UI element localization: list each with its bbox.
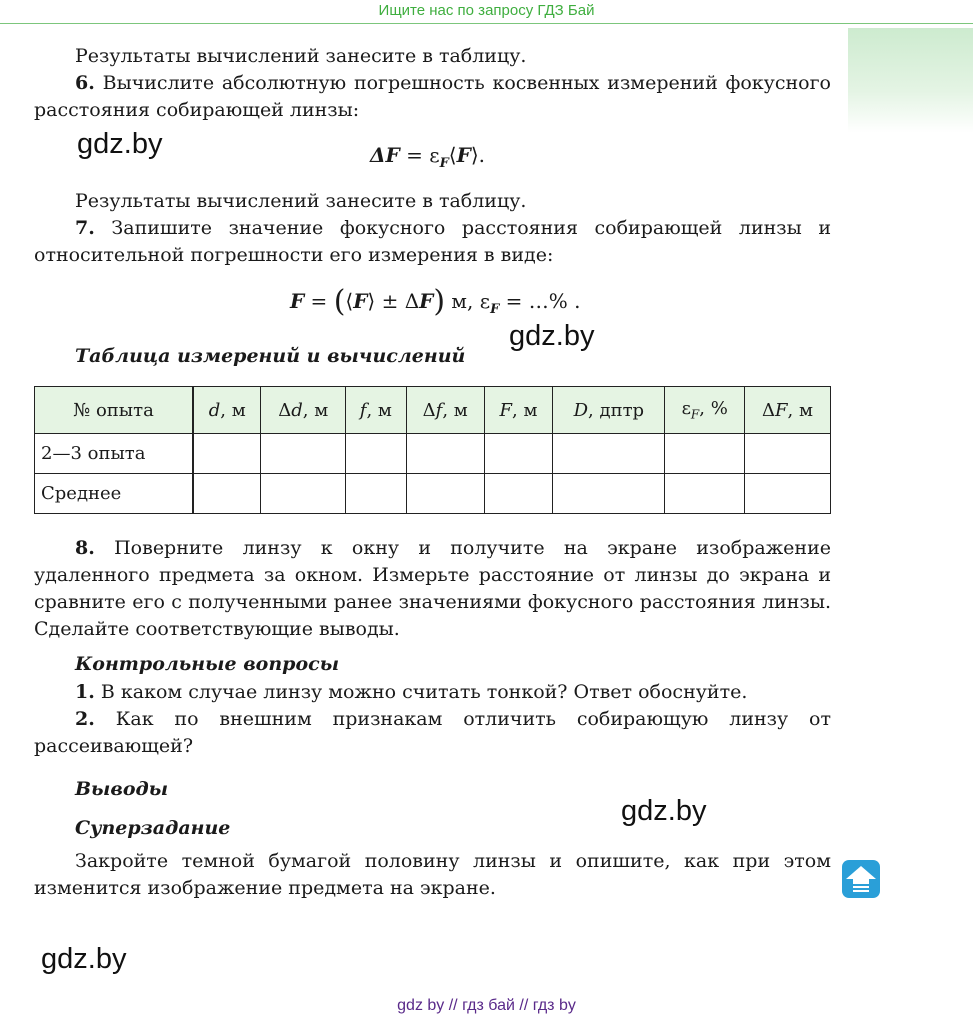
table-cell (665, 474, 745, 514)
table-header-cell: ΔF, м (744, 387, 830, 434)
question-1-text: В каком случае линзу можно считать тонкой? Ответ обоснуйте. (100, 681, 748, 703)
page-side-tab (848, 28, 973, 133)
table-header-cell: d, м (193, 387, 261, 434)
formula-focal-result: F = (⟨F⟩ ± ΔF) м, $\varepsilon_F$ = …% . (290, 284, 581, 319)
table-row-label: 2—3 опыта (35, 434, 194, 474)
step-7-paragraph (34, 215, 831, 269)
table-header-cell: $\varepsilon_F$, % (665, 387, 745, 434)
table-cell (346, 474, 407, 514)
table-cell (193, 474, 261, 514)
table-header-cell: D, дптр (553, 387, 665, 434)
table-cell (665, 434, 745, 474)
table-cell (406, 434, 484, 474)
step-6-text: Вычислите абсолютную погрешность косвенных измерений фокусного расстояния собирающей линзы: (34, 72, 831, 121)
supertask-heading: Суперзадание (75, 817, 231, 839)
question-1 (34, 679, 831, 706)
table-row (35, 474, 831, 514)
question-2-number: 2. (75, 708, 95, 730)
control-questions-heading: Контрольные вопросы (75, 653, 340, 675)
table-header-cell: № опыта (35, 387, 194, 434)
step-6-number: 6. (75, 72, 95, 94)
table-header-cell: F, м (484, 387, 552, 434)
table-cell (346, 434, 407, 474)
table-row-label: Среднее (35, 474, 194, 514)
table-cell (484, 474, 552, 514)
table-header-cell: Δf, м (406, 387, 484, 434)
table-header-cell: Δd, м (261, 387, 346, 434)
table-caption: Таблица измерений и вычислений (75, 345, 466, 367)
table-cell (261, 434, 346, 474)
table-cell (193, 434, 261, 474)
table-cell (744, 474, 830, 514)
conclusions-heading: Выводы (75, 778, 169, 800)
formula-abs-error: $\Delta F = \varepsilon_F⟨F⟩$. (370, 143, 485, 171)
step-8-number: 8. (75, 537, 95, 559)
results-line-1: Результаты вычислений занесите в таблицу. (75, 45, 527, 67)
results-line-2: Результаты вычислений занесите в таблицу. (75, 190, 527, 212)
step-7-number: 7. (75, 217, 95, 239)
step-8-paragraph (34, 535, 831, 643)
table-header-cell: f, м (346, 387, 407, 434)
question-2 (34, 706, 831, 760)
supertask-paragraph: Закройте темной бумагой половину линзы и опишите, как при этом изменится изображение предмета на экране. (34, 850, 831, 899)
table-cell (406, 474, 484, 514)
home-up-icon (842, 860, 880, 898)
measurements-table (34, 386, 831, 514)
table-cell (744, 434, 830, 474)
question-2-text: Как по внешним признакам отличить собирающую линзу от рассеивающей? (34, 708, 831, 757)
home-up-button[interactable] (842, 860, 880, 898)
step-6-paragraph (34, 70, 831, 124)
watermark-3: gdz.by (621, 795, 707, 827)
footer-links: gdz by // гдз бай // гдз by (397, 997, 576, 1014)
watermark-4: gdz.by (41, 943, 127, 975)
table-row (35, 434, 831, 474)
table-cell (553, 434, 665, 474)
table-cell (484, 434, 552, 474)
step-7-text: Запишите значение фокусного расстояния собирающей линзы и относительной погрешности его измерения в виде: (34, 217, 831, 266)
watermark-1: gdz.by (77, 128, 163, 160)
table-header-row (35, 387, 831, 434)
question-1-number: 1. (75, 681, 95, 703)
table-cell (553, 474, 665, 514)
top-banner: Ищите нас по запросу ГДЗ Бай (0, 0, 973, 24)
step-8-text: Поверните линзу к окну и получите на экране изображение удаленного предмета за окном. Измерьте расстояние от линзы до экрана и сравните его с полученными ранее значениями фокусного расстояния линзы. Сделайте соответствующие выводы. (34, 537, 831, 640)
table-cell (261, 474, 346, 514)
watermark-2: gdz.by (509, 320, 595, 352)
